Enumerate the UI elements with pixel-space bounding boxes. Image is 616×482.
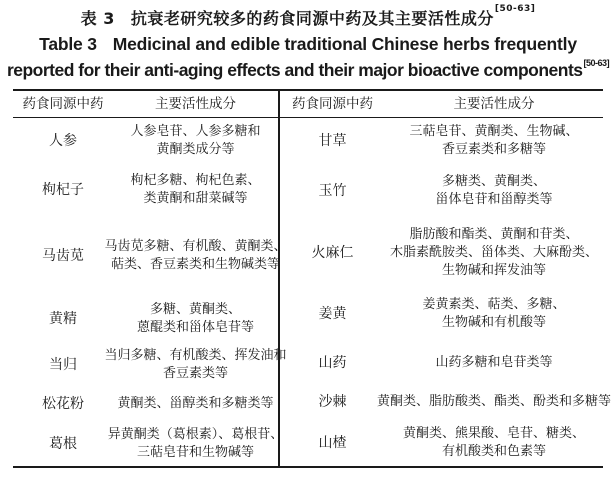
right-herb-components <box>377 385 612 419</box>
reference-en: [50-63] <box>583 58 610 68</box>
component-line: 黄酮类成分等 <box>156 142 235 157</box>
table-label-cn: 表 3 <box>80 9 115 28</box>
right-herb-name: 山药 <box>318 354 347 371</box>
header-right-herb: 药食同源中药 <box>292 96 373 112</box>
component-line: 姜黄素类、萜类、多糖、 <box>422 297 566 312</box>
table-title-en-line1: Medicinal and edible traditional Chinese herbs frequently <box>112 34 577 54</box>
table-label-en: Table 3 <box>39 34 97 54</box>
left-herb-name: 松花粉 <box>42 396 84 412</box>
component-line: 木脂素酰胺类、甾体类、大麻酚类、 <box>389 245 598 260</box>
right-herb-components <box>385 118 603 164</box>
left-herb-name: 当归 <box>49 356 77 373</box>
left-herb-name: 人参 <box>49 133 77 149</box>
right-herb-name: 甘草 <box>318 133 347 149</box>
header-left-components: 主要活性成分 <box>155 96 236 112</box>
component-line: 香豆素类等 <box>162 365 228 381</box>
component-line: 生物碱和有机酸等 <box>441 315 546 330</box>
left-herb-components <box>113 164 278 215</box>
component-line: 生物碱和挥发油等 <box>441 263 546 278</box>
left-herb-components <box>113 387 278 421</box>
right-herb-components <box>385 288 603 340</box>
right-herb-name: 姜黄 <box>318 306 347 322</box>
component-line: 香豆素类和多糖等 <box>441 142 546 157</box>
component-line: 多糖类、黄酮类、 <box>441 174 546 189</box>
left-herb-name: 黄精 <box>49 311 77 327</box>
component-line: 脂肪酸和酯类、黄酮和苷类、 <box>409 227 579 242</box>
component-line: 黄酮类、甾醇类和多糖类等 <box>117 396 274 411</box>
right-herb-name: 火麻仁 <box>311 245 354 261</box>
left-herb-components <box>113 296 278 342</box>
component-line: 甾体皂苷和甾醇类等 <box>435 192 553 207</box>
right-herb-name: 玉竹 <box>318 183 347 199</box>
component-line: 人参皂苷、人参多糖和 <box>130 124 261 139</box>
component-line: 黄酮类、脂肪酸类、酯类、酚类和多糖等 <box>377 394 612 409</box>
right-herb-components <box>385 419 603 466</box>
component-line: 蒽醌类和甾体皂苷等 <box>136 320 254 335</box>
component-line: 马齿苋多糖、有机酸、黄酮类、 <box>104 238 287 254</box>
table-caption-cn <box>0 6 616 29</box>
component-line: 三萜皂苷、黄酮类、生物碱、 <box>409 124 579 139</box>
left-herb-components <box>107 421 284 466</box>
left-herb-name: 葛根 <box>49 435 77 452</box>
right-herb-components <box>385 218 603 288</box>
right-herb-name: 沙棘 <box>318 394 347 410</box>
left-herb-components <box>104 342 287 387</box>
left-herb-components <box>104 215 287 296</box>
left-herb-name: 马齿苋 <box>42 247 84 264</box>
table-caption-en-line1 <box>0 34 616 55</box>
component-line: 异黄酮类（葛根素）、葛根苷、 <box>107 426 284 442</box>
left-herb-components <box>113 118 278 164</box>
component-line: 多糖、黄酮类、 <box>149 302 241 317</box>
component-line: 萜类、香豆素类和生物碱类等 <box>111 256 281 272</box>
left-herb-name: 枸杞子 <box>42 181 84 198</box>
header-right-components: 主要活性成分 <box>453 96 535 112</box>
component-line: 有机酸类和色素等 <box>441 443 546 459</box>
table-bottom-rule <box>13 466 603 468</box>
component-line: 山药多糖和皂苷类等 <box>435 354 553 370</box>
component-line: 类黄酮和甜菜碱等 <box>143 190 248 206</box>
right-herb-components <box>385 164 603 218</box>
right-herb-name: 山楂 <box>318 434 347 451</box>
table-caption-en-line2 <box>0 60 616 81</box>
component-line: 当归多糖、有机酸类、挥发油和 <box>104 347 287 363</box>
table-title-en-line2: reported for their anti-aging effects and their major bioactive components <box>6 60 583 80</box>
reference-cn: [50-63] <box>494 4 536 14</box>
right-herb-components <box>385 340 603 385</box>
component-line: 三萜皂苷和生物碱等 <box>136 444 254 460</box>
component-line: 黄酮类、熊果酸、皂苷、糖类、 <box>402 425 585 441</box>
table-title-cn: 抗衰老研究较多的药食同源中药及其主要活性成分 <box>130 9 494 28</box>
component-line: 枸杞多糖、枸杞色素、 <box>130 172 261 188</box>
header-left-herb: 药食同源中药 <box>22 96 104 112</box>
